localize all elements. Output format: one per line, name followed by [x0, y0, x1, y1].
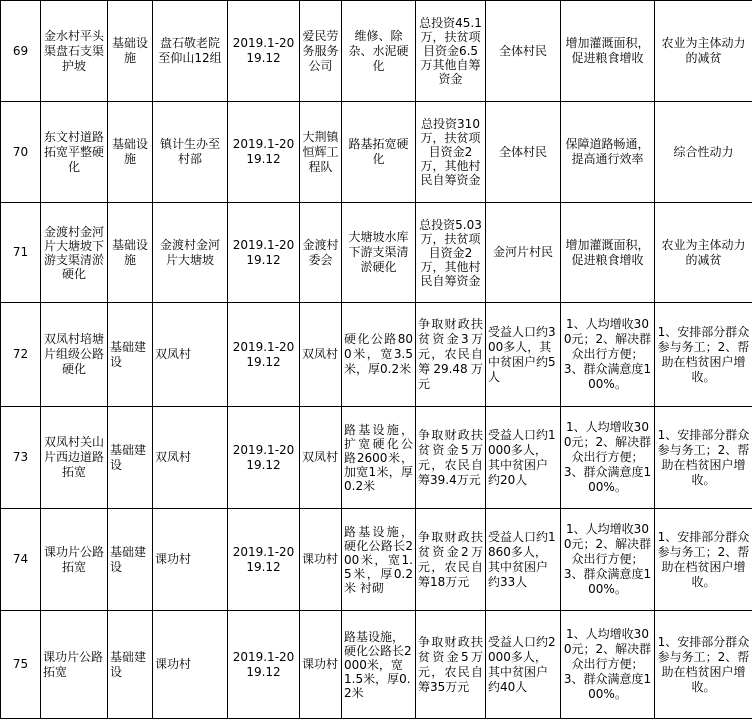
construction-content: 维修、除杂、水泥硬化 [342, 1, 416, 102]
project-period: 2019.1-2019.12 [228, 407, 300, 509]
poverty-mechanism: 1、安排部分群众参与务工；2、帮助在档贫困户增收。 [655, 407, 752, 509]
project-location: 镇计生办至村部 [153, 102, 228, 203]
expected-effect: 保障道路畅通，提高通行效率 [561, 102, 655, 203]
table-row [1, 303, 752, 407]
expected-effect: 1、人均增收300元；2、解决群众出行方便；3、群众满意度100%。 [561, 407, 655, 509]
table-row [1, 407, 752, 509]
implementing-unit: 课功村 [300, 611, 342, 719]
project-period: 2019.1-2019.12 [228, 611, 300, 719]
poverty-mechanism: 农业为主体动力的减贫 [655, 1, 752, 102]
implementing-unit: 课功村 [300, 509, 342, 611]
row-number: 73 [1, 407, 41, 509]
beneficiary: 全体村民 [486, 1, 561, 102]
row-number: 69 [1, 1, 41, 102]
fund-source: 总投资310万，扶贫项目资金2万，其他村民自筹资金 [416, 102, 486, 203]
project-name: 课功片公路拓宽 [41, 611, 108, 719]
expected-effect: 1、人均增收300元；2、解决群众出行方便；3、群众满意度100%。 [561, 611, 655, 719]
fund-source: 争取财政扶贫资金3万元，农民自筹29.48万元 [416, 303, 486, 407]
project-location: 双凤村 [153, 407, 228, 509]
project-location: 金渡村金河片大塘坡 [153, 203, 228, 303]
project-location: 课功村 [153, 509, 228, 611]
project-type: 基础设施 [108, 1, 153, 102]
construction-content: 大塘坡水库下游支渠清淤硬化 [342, 203, 416, 303]
project-location: 双凤村 [153, 303, 228, 407]
project-type: 基础建设 [108, 407, 153, 509]
poverty-mechanism: 综合性动力 [655, 102, 752, 203]
expected-effect: 1、人均增收300元；2、解决群众出行方便；3、群众满意度100%。 [561, 303, 655, 407]
beneficiary: 金河片村民 [486, 203, 561, 303]
project-period: 2019.1-2019.12 [228, 203, 300, 303]
row-number: 71 [1, 203, 41, 303]
project-period: 2019.1-2019.12 [228, 102, 300, 203]
implementing-unit: 大荆镇恒辉工程队 [300, 102, 342, 203]
expected-effect: 增加灌溉面积，促进粮食增收 [561, 203, 655, 303]
project-type: 基础设施 [108, 102, 153, 203]
project-type: 基础建设 [108, 509, 153, 611]
construction-content: 路基设施，硬化公路长2000米，宽1.5米，厚0.2米 [342, 611, 416, 719]
construction-content: 路基设施，硬化公路长200米，宽1.5米，厚0.2米 衬砌 [342, 509, 416, 611]
project-period: 2019.1-2019.12 [228, 303, 300, 407]
table-row [1, 102, 752, 203]
implementing-unit: 双凤村 [300, 407, 342, 509]
beneficiary: 受益人口约300多人，其中贫困户约5人 [486, 303, 561, 407]
project-period: 2019.1-2019.12 [228, 509, 300, 611]
table-row [1, 203, 752, 303]
implementing-unit: 爱民劳务服务公司 [300, 1, 342, 102]
poverty-mechanism: 1、安排部分群众参与务工；2、帮助在档贫困户增收。 [655, 509, 752, 611]
poverty-mechanism: 1、安排部分群众参与务工；2、帮助在档贫困户增收。 [655, 303, 752, 407]
project-period: 2019.1-2019.12 [228, 1, 300, 102]
table-row [1, 1, 752, 102]
project-name: 双凤村关山片西边道路拓宽 [41, 407, 108, 509]
construction-content: 硬化公路800米，宽3.5米，厚0.2米 [342, 303, 416, 407]
fund-source: 争取财政扶贫资金5万元，农民自筹35万元 [416, 611, 486, 719]
row-number: 74 [1, 509, 41, 611]
row-number: 72 [1, 303, 41, 407]
fund-source: 争取财政扶贫资金5万元，农民自筹39.4万元 [416, 407, 486, 509]
expected-effect: 增加灌溉面积，促进粮食增收 [561, 1, 655, 102]
beneficiary: 受益人口约1860多人，其中贫困户约33人 [486, 509, 561, 611]
implementing-unit: 双凤村 [300, 303, 342, 407]
project-name: 东文村道路拓宽平整硬化 [41, 102, 108, 203]
construction-content: 路基拓宽硬化 [342, 102, 416, 203]
project-type: 基础建设 [108, 303, 153, 407]
row-number: 75 [1, 611, 41, 719]
project-type: 基础建设 [108, 611, 153, 719]
expected-effect: 1、人均增收300元；2、解决群众出行方便；3、群众满意度100%。 [561, 509, 655, 611]
project-type: 基础设施 [108, 203, 153, 303]
row-number: 70 [1, 102, 41, 203]
project-location: 盘石敬老院至仰山12组 [153, 1, 228, 102]
fund-source: 总投资5.03万，扶贫项目资金2万，其他村民自筹资金 [416, 203, 486, 303]
implementing-unit: 金渡村委会 [300, 203, 342, 303]
project-name: 双凤村培塘片组级公路硬化 [41, 303, 108, 407]
project-name: 金水村平头渠盘石支渠护坡 [41, 1, 108, 102]
poverty-mechanism: 农业为主体动力的减贫 [655, 203, 752, 303]
project-name: 课功片公路拓宽 [41, 509, 108, 611]
project-name: 金渡村金河片大塘坡下游支渠清淤硬化 [41, 203, 108, 303]
beneficiary: 全体村民 [486, 102, 561, 203]
table-row [1, 509, 752, 611]
fund-source: 总投资45.1万，扶贫项目资金6.5万其他自筹资金 [416, 1, 486, 102]
construction-content: 路基设施，扩宽硬化公路2600米，加宽1米，厚0.2米 [342, 407, 416, 509]
beneficiary: 受益人口约1000多人，其中贫困户约20人 [486, 407, 561, 509]
poverty-mechanism: 1、安排部分群众参与务工；2、帮助在档贫困户增收。 [655, 611, 752, 719]
fund-source: 争取财政扶贫资金2万元，农民自筹18万元 [416, 509, 486, 611]
project-location: 课功村 [153, 611, 228, 719]
table-row [1, 611, 752, 719]
beneficiary: 受益人口约2000多人，其中贫困户约40人 [486, 611, 561, 719]
